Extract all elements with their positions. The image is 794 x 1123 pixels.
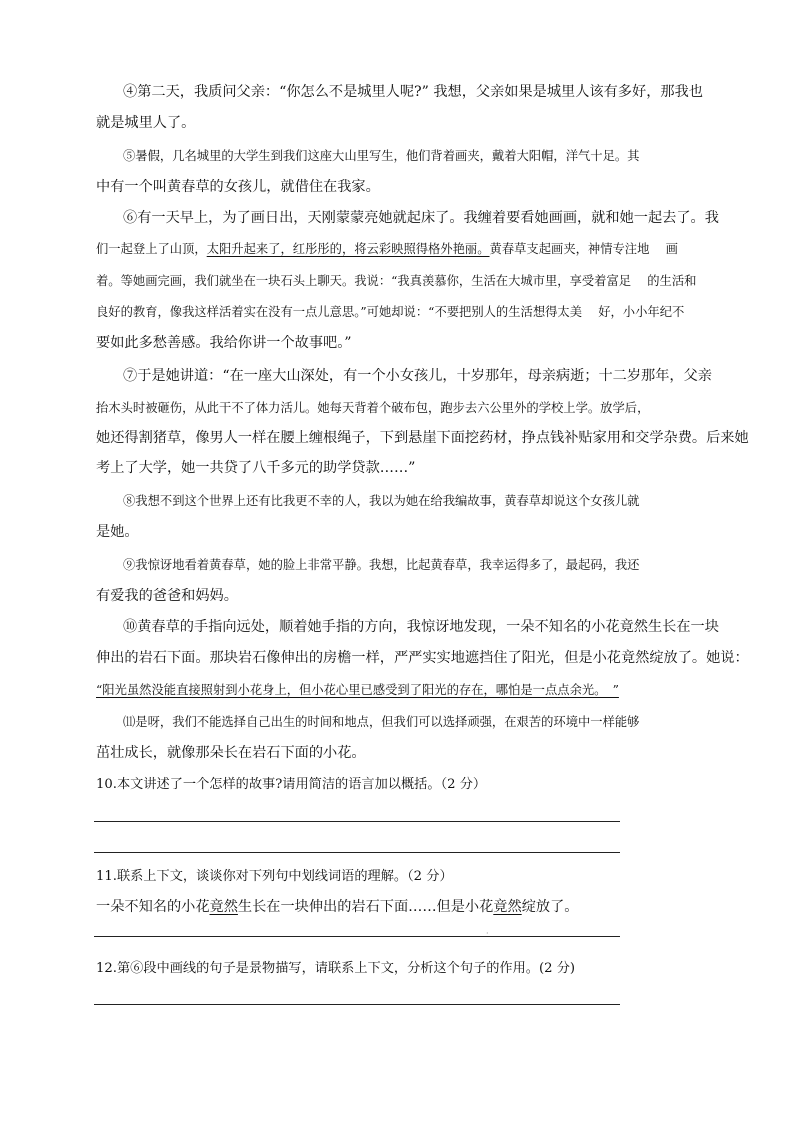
p4-line1: ④第二天，我质问父亲：“你怎么不是城里人呢?” 我想，父亲如果是城里人该有多好，那我也	[123, 84, 703, 100]
question-12: 12.第⑥段中画线的句子是景物描写，请联系上下文，分析这个句子的作用。(2 分)	[96, 961, 576, 976]
answer-line-q12[interactable]	[94, 1004, 620, 1005]
p11-line2: 茁壮成长，就像那朵长在岩石下面的小花。	[96, 745, 366, 761]
p5-line1: ⑤暑假，几名城里的大学生到我们这座大山里写生，他们背着画夹，戴着大阳帽，洋气十足。其	[123, 149, 640, 163]
q11-underlined-word-1: 竟然	[209, 899, 238, 915]
p6-line4: 良好的教育，像我这样活着实在没有一点儿意思。”可她却说：“不要把别人的生活想得太美 好，小小年纪不	[96, 305, 685, 319]
underlined-scenery-sentence: 太阳升起来了，红彤彤的，将云彩映照得格外艳丽。	[206, 242, 490, 256]
p6-line3: 着。等她画完画，我们就坐在一块石头上聊天。我说：“我真羡慕你，生活在大城市里，享受着富足 的生活和	[96, 274, 697, 288]
p11-line1: ⑾是呀，我们不能选择自己出生的时间和地点，但我们可以选择顽强，在艰苦的环境中一样能够	[123, 715, 640, 729]
p9-line2: 有爱我的爸爸和妈妈。	[96, 588, 238, 604]
p6-line2	[96, 239, 678, 259]
question-10: 10.本文讲述了一个怎样的故事?请用简洁的语言加以概括。（2 分）	[96, 777, 487, 792]
q11-sentence-part3: 绽放了。	[521, 899, 579, 915]
p6-line2-start: 们一起登上了山顶，	[96, 242, 207, 256]
p9-line1: ⑨我惊讶地看着黄春草，她的脸上非常平静。我想，比起黄春草，我幸运得多了，最起码，我还	[123, 558, 640, 572]
p6-line5: 要如此多愁善感。我给你讲一个故事吧。”	[96, 335, 352, 351]
p10-line3-underlined: “阳光虽然没能直接照射到小花身上，但小花心里已感受到了阳光的存在，哪怕是一点点余光。 ”	[96, 683, 619, 697]
answer-line-q10-1[interactable]	[94, 821, 620, 822]
question-11-sentence	[96, 897, 578, 917]
p7-line4: 考上了大学，她一共贷了八千多元的助学贷款……”	[96, 460, 416, 476]
question-11: 11.联系上下文，谈谈你对下列句中划线词语的理解。（2 分）	[96, 869, 453, 884]
q11-sentence-part2: 生长在一块伸出的岩石下面……但是小花	[237, 899, 494, 915]
p5-line2: 中有一个叫黄春草的女孩儿，就借住在我家。	[96, 179, 380, 195]
q11-sentence-part1: 一朵不知名的小花	[96, 899, 210, 915]
p4-line2: 就是城里人了。	[96, 115, 196, 131]
p6-line2-end: 黄春草支起画夹，神情专注地 画	[489, 242, 678, 256]
stray-dot: ·	[486, 929, 489, 938]
p8-line1: ⑧我想不到这个世界上还有比我更不幸的人，我以为她在给我编故事，黄春草却说这个女孩儿就	[123, 494, 640, 508]
answer-line-q10-2[interactable]	[94, 852, 620, 853]
p8-line2: 是她。	[96, 524, 139, 540]
p7-line1: ⑦于是她讲道：“在一座大山深处，有一个小女孩儿，十岁那年，母亲病逝；十二岁那年，父亲	[123, 368, 712, 384]
p7-line2: 抬木头时被砸伤，从此干不了体力活儿。她每天背着个破布包，跑步去六公里外的学校上学。放学后，	[96, 401, 650, 415]
p6-line1: ⑥有一天早上，为了画日出，天刚蒙蒙亮她就起床了。我缠着要看她画画，就和她一起去了。我	[123, 210, 719, 226]
p10-line1: ⑩黄春草的手指向远处，顺着她手指的方向，我惊讶地发现，一朵不知名的小花竟然生长在一块	[123, 619, 719, 635]
answer-line-q11[interactable]	[94, 936, 620, 937]
q11-underlined-word-2: 竟然	[493, 899, 522, 915]
p10-line2: 伸出的岩石下面。那块岩石像伸出的房檐一样，严严实实地遮挡住了阳光，但是小花竟然绽放了。她说：	[96, 650, 749, 666]
p7-line3: 她还得割猪草，像男人一样在腰上缠根绳子，下到悬崖下面挖药材，挣点钱补贴家用和交学杂费。后来她	[96, 430, 749, 446]
